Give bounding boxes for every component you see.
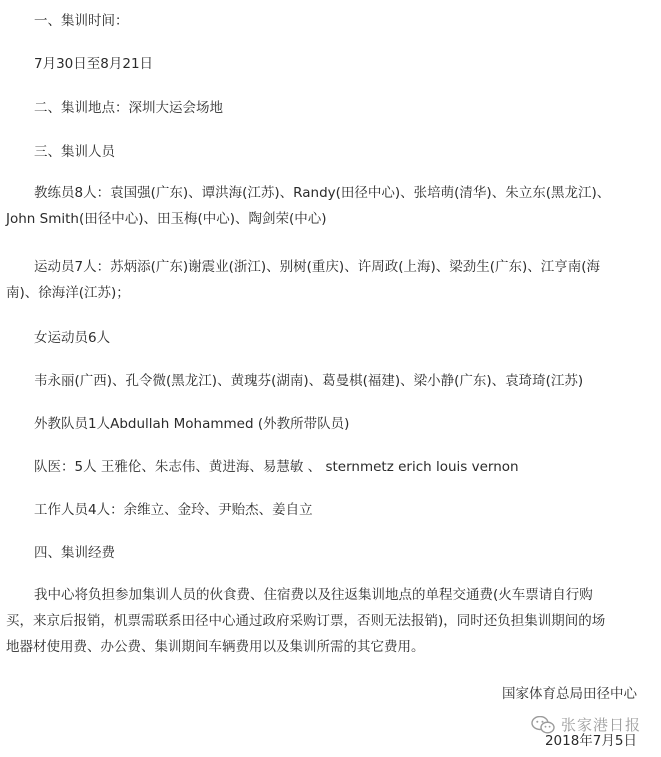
female-athletes-heading: 女运动员6人 xyxy=(34,330,111,346)
signature-date: 2018年7月5日 xyxy=(544,733,637,749)
funding-line-2: 买，来京后报销，机票需联系田径中心通过政府采购订票，否则无法报销)，同时还负担集训期间的场 xyxy=(6,613,606,629)
athletes-line-2: 南)、徐海洋(江苏)； xyxy=(6,285,130,301)
athletes-line-1: 运动员7人：苏炳添(广东)谢震业(浙江)、别树(重庆)、许周政(上海)、梁劲生(广东)、江亨南(海 xyxy=(34,259,601,275)
coaches-line-1: 教练员8人：袁国强(广东)、谭洪海(江苏)、Randy(田径中心)、张培萌(清华)、朱立东(黑龙江)、 xyxy=(34,185,611,201)
watermark xyxy=(531,714,641,735)
foreign-athlete: 外教队员1人Abdullah Mohammed (外教所带队员) xyxy=(34,416,350,432)
section-heading-funding: 四、集训经费 xyxy=(34,545,115,561)
funding-paragraph xyxy=(6,582,656,660)
wechat-icon xyxy=(531,716,555,734)
medical-staff: 队医：5人 王雅伦、朱志伟、黄进海、易慧敏 、 sternmetz erich louis vernon xyxy=(34,459,519,475)
athletes-paragraph xyxy=(6,254,656,306)
work-staff: 工作人员4人：余维立、金玲、尹贻杰、姜自立 xyxy=(34,502,313,518)
section-heading-time: 一、集训时间： xyxy=(34,13,129,29)
training-dates: 7月30日至8月21日 xyxy=(34,56,154,72)
coaches-line-2: John Smith(田径中心)、田玉梅(中心)、陶剑荣(中心) xyxy=(6,211,327,227)
watermark-text: 张家港日报 xyxy=(560,716,641,734)
funding-line-3: 地器材使用费、办公费、集训期间车辆费用以及集训所需的其它费用。 xyxy=(6,639,425,655)
funding-line-1: 我中心将负担参加集训人员的伙食费、住宿费以及往返集训地点的单程交通费(火车票请自行购 xyxy=(34,587,593,603)
female-athletes-list: 韦永丽(广西)、孔令微(黑龙江)、黄瑰芬(湖南)、葛曼棋(福建)、梁小静(广东)、袁琦琦(江苏) xyxy=(34,373,584,389)
section-heading-location: 二、集训地点：深圳大运会场地 xyxy=(34,100,223,116)
section-heading-personnel: 三、集训人员 xyxy=(34,144,115,160)
coaches-paragraph xyxy=(6,180,656,232)
signature-organization: 国家体育总局田径中心 xyxy=(502,686,637,702)
